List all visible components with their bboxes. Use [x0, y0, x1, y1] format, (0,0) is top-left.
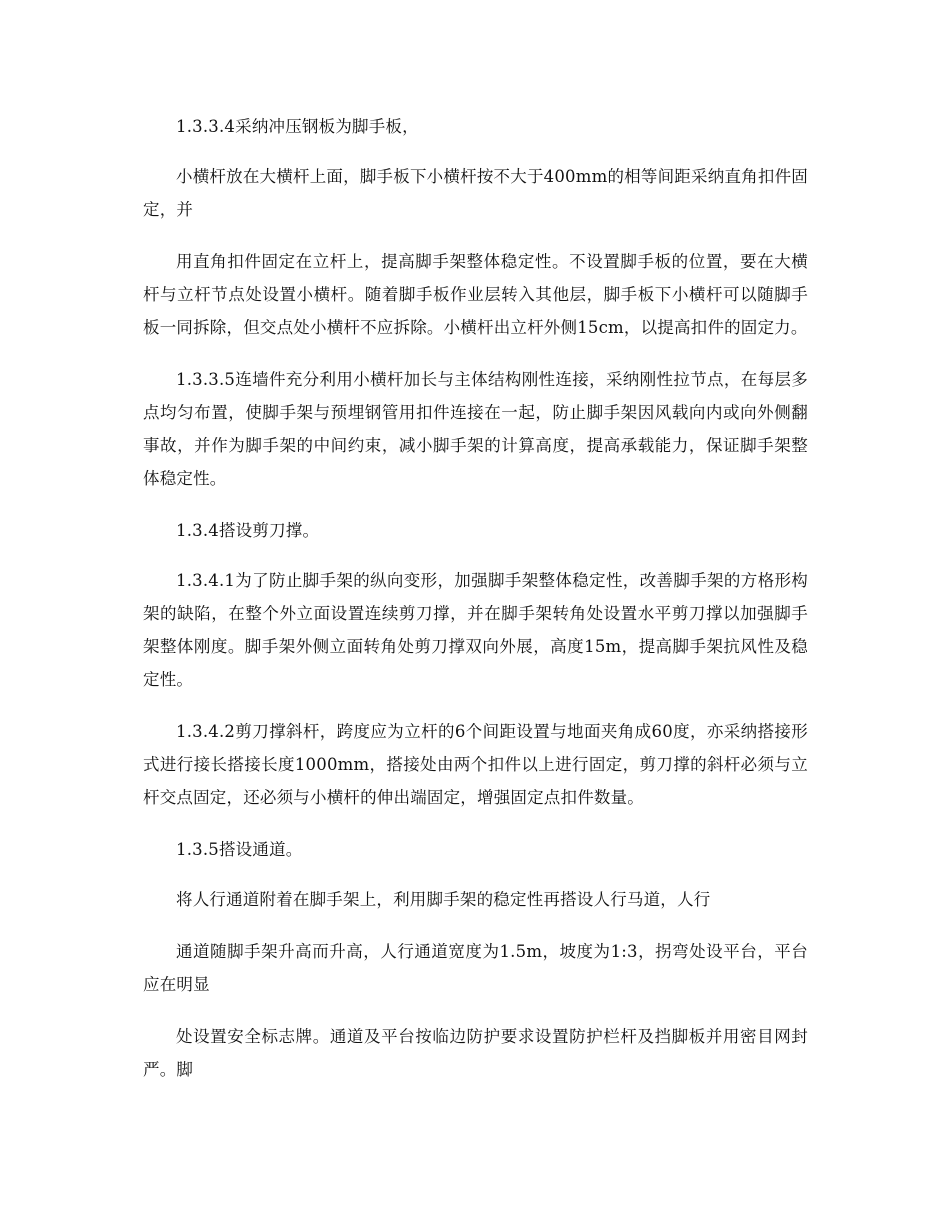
document-body	[143, 110, 808, 1105]
paragraph-right-angle-fastener: 用直角扣件固定在立杆上，提高脚手架整体稳定性。不设置脚手板的位置，要在大横杆与立杆节点处设置小横杆。随着脚手板作业层转入其他层，脚手板下小横杆可以随脚手板一同拆除，但交点处小横杆不应拆除。小横杆出立杆外侧15cm，以提高扣件的固定力。	[143, 252, 808, 337]
paragraph-wall-tie-1-3-3-5: 1.3.3.5连墙件充分利用小横杆加长与主体结构刚性连接，采纳刚性拉节点，在每层多点均匀布置，使脚手架与预埋钢管用扣件连接在一起，防止脚手架因风载向内或向外侧翻事故，并作为脚手架的中间约束，减小脚手架的计算高度，提高承载能力，保证脚手架整体稳定性。	[143, 370, 808, 488]
paragraph-scissor-brace-1-3-4-2: 1.3.4.2剪刀撑斜杆，跨度应为立杆的6个间距设置与地面夹角成60度，亦采纳搭接形式进行接长搭接长度1000mm，搭接处由两个扣件以上进行固定，剪刀撑的斜杆必须与立杆交点固定，还必须与小横杆的伸出端固定，增强固定点扣件数量。	[143, 722, 808, 807]
paragraph-safety-signs: 处设置安全标志牌。通道及平台按临边防护要求设置防护栏杆及挡脚板并用密目网封严。脚	[143, 1027, 808, 1079]
paragraph-walkway-attach: 将人行通道附着在脚手架上，利用脚手架的稳定性再搭设人行马道，人行	[176, 890, 711, 909]
paragraph-small-crossbar: 小横杆放在大横杆上面，脚手板下小横杆按不大于400mm的相等间距采纳直角扣件固定，并	[143, 167, 808, 219]
paragraph-walkway-width: 通道随脚手架升高而升高，人行通道宽度为1.5m，坡度为1:3，拐弯处设平台，平台应在明显	[143, 942, 808, 994]
section-heading-1-3-4: 1.3.4搭设剪刀撑。	[176, 521, 320, 540]
section-heading-1-3-3-4: 1.3.3.4采纳冲压钢板为脚手板，	[176, 117, 419, 136]
paragraph-scissor-brace-1-3-4-1: 1.3.4.1为了防止脚手架的纵向变形，加强脚手架整体稳定性，改善脚手架的方格形构架的缺陷，在整个外立面设置连续剪刀撑，并在脚手架转角处设置水平剪刀撑以加强脚手架整体刚度。脚手架外侧立面转角处剪刀撑双向外展，高度15m，提高脚手架抗风性及稳定性。	[143, 571, 808, 689]
section-heading-1-3-5: 1.3.5搭设通道。	[176, 840, 303, 859]
